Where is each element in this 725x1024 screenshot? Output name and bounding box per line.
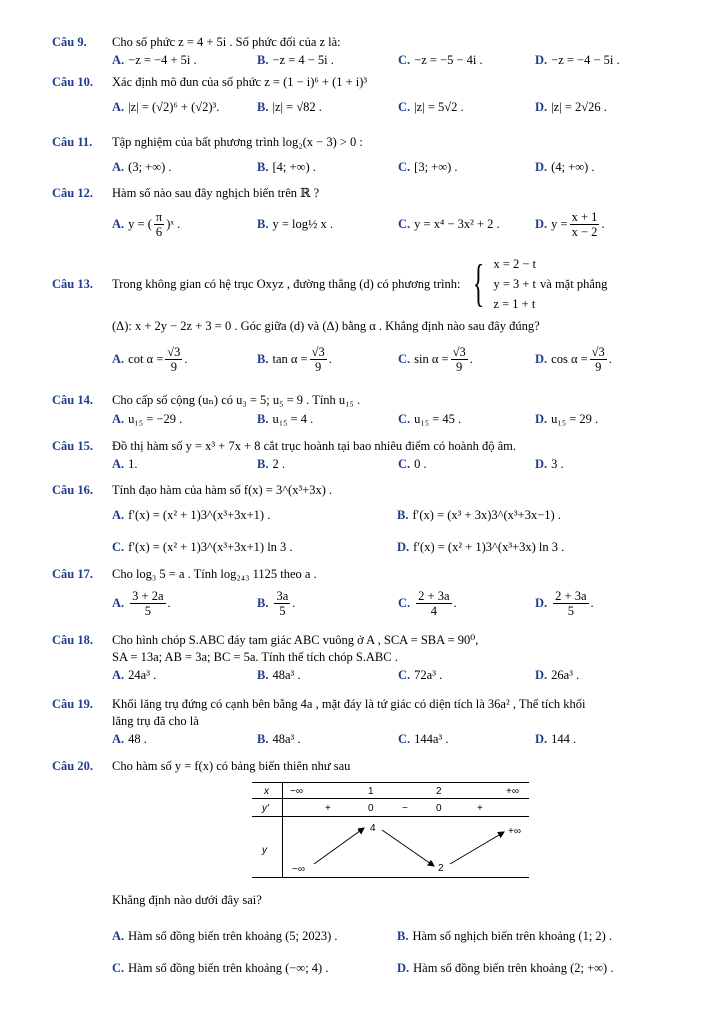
question-number: Câu 19. (52, 697, 93, 711)
option-d: D. 3 . (535, 456, 564, 471)
question-number: Câu 17. (52, 567, 93, 581)
option-b: B. 2 . (257, 456, 285, 471)
option-c: C. −z = −5 − 4i . (398, 52, 483, 67)
question-text: Trong không gian có hệ trục Oxyz , đường thẳng (d) có phương trình: (112, 276, 461, 291)
option-c: C. $\frac{2 + 3a}{4}$ . (398, 588, 457, 618)
option-d: D. cos α = $\frac{√3}{9}$ . (535, 344, 612, 374)
option-d: D. y = $\frac{x + 1}{x - 2}$ . (535, 209, 605, 239)
sign: 0 (368, 803, 374, 814)
option-c: C. Hàm số đồng biến trên khoảng (−∞; 4) . (112, 960, 329, 975)
option-a: A. $\frac{3 + 2a}{5}$ . (112, 588, 171, 618)
question-number: Câu 15. (52, 439, 93, 453)
equation-system: { x = 2 − t y = 3 + t z = 1 + t (473, 255, 537, 312)
option-d: D. f′(x) = (x² + 1)3^(x³+3x) ln 3 . (397, 539, 565, 554)
option-a: A. f′(x) = (x² + 1)3^(x³+3x+1) . (112, 507, 271, 522)
option-d: D. $\frac{2 + 3a}{5}$ . (535, 588, 594, 618)
question-15 (52, 438, 695, 473)
question-text: Đồ thị hàm số y = x³ + 7x + 8 cắt trục hoành tại bao nhiêu điểm có hoành độ âm. (112, 439, 516, 453)
y-value: 4 (370, 823, 376, 834)
question-14 (52, 392, 695, 429)
option-a: A. −z = −4 + 5i . (112, 52, 197, 67)
question-number: Câu 12. (52, 186, 93, 200)
option-a: A. (3; +∞) . (112, 159, 172, 174)
x-value: 2 (436, 786, 442, 797)
question-text: Tập nghiệm của bất phương trình log₂(x − 3) > 0 : (112, 135, 363, 149)
question-text: Tính đạo hàm của hàm số f(x) = 3^(x³+3x) . (112, 483, 333, 497)
x-label: x (264, 786, 269, 797)
y-value: +∞ (508, 826, 521, 837)
question-number: Câu 13. (52, 276, 93, 291)
option-d: D. 144 . (535, 731, 577, 746)
yp-label: y' (262, 803, 269, 814)
question-number: Câu 9. (52, 35, 87, 49)
sign: + (325, 803, 331, 814)
question-20 (52, 758, 695, 775)
x-value: −∞ (290, 786, 303, 797)
option-c: C. 72a³ . (398, 667, 443, 682)
question-number: Câu 20. (52, 759, 93, 773)
question-text: Cho hàm số y = f(x) có bảng biến thiên như sau (112, 759, 351, 773)
option-a: A. 24a³ . (112, 667, 157, 682)
option-c: C. 144a³ . (398, 731, 449, 746)
option-a: A. y = ( $\frac{\pi}{6}$ )ˣ . (112, 209, 181, 239)
question-text-line2: SA = 13a; AB = 3a; BC = 5a. Tính thể tích chóp S.ABC . (112, 650, 398, 664)
question-text: Hàm số nào sau đây nghịch biến trên ℝ ? (112, 186, 320, 200)
option-c: C. 0 . (398, 456, 427, 471)
option-a: A. 48 . (112, 731, 147, 746)
option-a: A. |z| = (√2)⁶ + (√2)³. (112, 99, 220, 114)
y-label: y (262, 845, 267, 856)
option-b: B. tan α = $\frac{√3}{9}$ . (257, 344, 332, 374)
question-13: Câu 13. Trong không gian có hệ trục Oxyz , đường thẳng (d) có phương trình: { x = 2 − t y = 3 + t z = 1 + t và mặt phẳng (Δ): x + 2y − 2z + 3 = 0 . Góc giữa (d) và (Δ) bằng α . Khẳng định nào sau đây đúng? A. cot α = $\frac{√3}{9}$ . B. tan α = $\frac{√3}{9}$ . C. sin α = $\frac{√3}{9}$ . D. cos α = $\frac{√3}{9}$ . (52, 252, 695, 379)
question-9 (52, 34, 695, 69)
question-number: Câu 16. (52, 483, 93, 497)
option-c: C. f′(x) = (x² + 1)3^(x³+3x+1) ln 3 . (112, 539, 293, 554)
option-c: C. u₁₅ = 45 . (398, 411, 462, 426)
option-d: D. |z| = 2√26 . (535, 99, 607, 114)
option-c: C. |z| = 5√2 . (398, 99, 464, 114)
question-number: Câu 11. (52, 135, 93, 149)
option-a: A. u₁₅ = −29 . (112, 411, 183, 426)
option-b: B. [4; +∞) . (257, 159, 316, 174)
option-b: B. Hàm số nghịch biến trên khoảng (1; 2) . (397, 928, 613, 943)
option-d: D. (4; +∞) . (535, 159, 595, 174)
question-number: Câu 14. (52, 393, 93, 407)
option-b: B. −z = 4 − 5i . (257, 52, 334, 67)
question-20-options (52, 920, 695, 984)
question-text-line2: (Δ): x + 2y − 2z + 3 = 0 . Góc giữa (d) và (Δ) bằng α . Khẳng định nào sau đây đúng? (112, 319, 540, 333)
decrease-arrow (382, 830, 434, 866)
variation-table (252, 782, 529, 878)
option-b: B. f′(x) = (x³ + 3x)3^(x³+3x−1) . (397, 507, 561, 522)
option-b: B. |z| = √82 . (257, 99, 322, 114)
option-b: B. $\frac{3a}{5}$ . (257, 588, 296, 618)
x-value: +∞ (506, 786, 519, 797)
question-text: Cho log₃ 5 = a . Tính log₂₄₃ 1125 theo a . (112, 567, 317, 581)
option-c: C. sin α = $\frac{√3}{9}$ . (398, 344, 473, 374)
increase-arrow (314, 828, 364, 864)
option-b: B. y = log½ x . (257, 216, 333, 231)
question-20-ask (52, 892, 695, 909)
sign: + (477, 803, 483, 814)
option-d: D. u₁₅ = 29 . (535, 411, 599, 426)
question-number: Câu 10. (52, 75, 93, 89)
question-text: Cho số phức z = 4 + 5i . Số phức đối của z là: (112, 35, 341, 49)
option-d: D. −z = −4 − 5i . (535, 52, 620, 67)
question-19 (52, 696, 695, 748)
option-d: D. Hàm số đồng biến trên khoảng (2; +∞) . (397, 960, 614, 975)
question-text: Khối lăng trụ đứng có cạnh bên bằng 4a , mặt đáy là tứ giác có diện tích là 36a² , Thể tích khối (112, 697, 586, 711)
y-value: −∞ (292, 864, 305, 875)
option-a: A. 1. (112, 456, 138, 471)
option-a: A. cot α = $\frac{√3}{9}$ . (112, 344, 188, 374)
option-a: A. Hàm số đồng biến trên khoảng (5; 2023) . (112, 928, 338, 943)
question-11 (52, 134, 695, 183)
question-text: Xác định mô đun của số phức z = (1 − i)⁶ + (1 + i)³ (112, 75, 368, 89)
sign: − (402, 803, 408, 814)
option-b: B. u₁₅ = 4 . (257, 411, 314, 426)
question-text: Cho cấp số cộng (uₙ) có u₃ = 5; u₅ = 9 . Tính u₁₅ . (112, 393, 361, 407)
question-number: Câu 18. (52, 633, 93, 647)
sign: 0 (436, 803, 442, 814)
question-17 (52, 566, 695, 623)
option-c: C. [3; +∞) . (398, 159, 458, 174)
option-b: B. 48a³ . (257, 667, 301, 682)
x-value: 1 (368, 786, 374, 797)
increase-arrow (450, 832, 504, 864)
question-10 (52, 74, 695, 123)
option-c: C. y = x⁴ − 3x² + 2 . (398, 216, 500, 231)
question-18 (52, 632, 695, 684)
question-12 (52, 185, 695, 246)
question-text: Khẳng định nào dưới đây sai? (112, 893, 262, 907)
question-text-line2: lăng trụ đã cho là (112, 714, 199, 728)
option-d: D. 26a³ . (535, 667, 580, 682)
question-16 (52, 482, 695, 563)
question-text: Cho hình chóp S.ABC đáy tam giác ABC vuông ở A , SCA = SBA = 90⁰, (112, 633, 479, 647)
option-b: B. 48a³ . (257, 731, 301, 746)
y-value: 2 (438, 863, 444, 874)
